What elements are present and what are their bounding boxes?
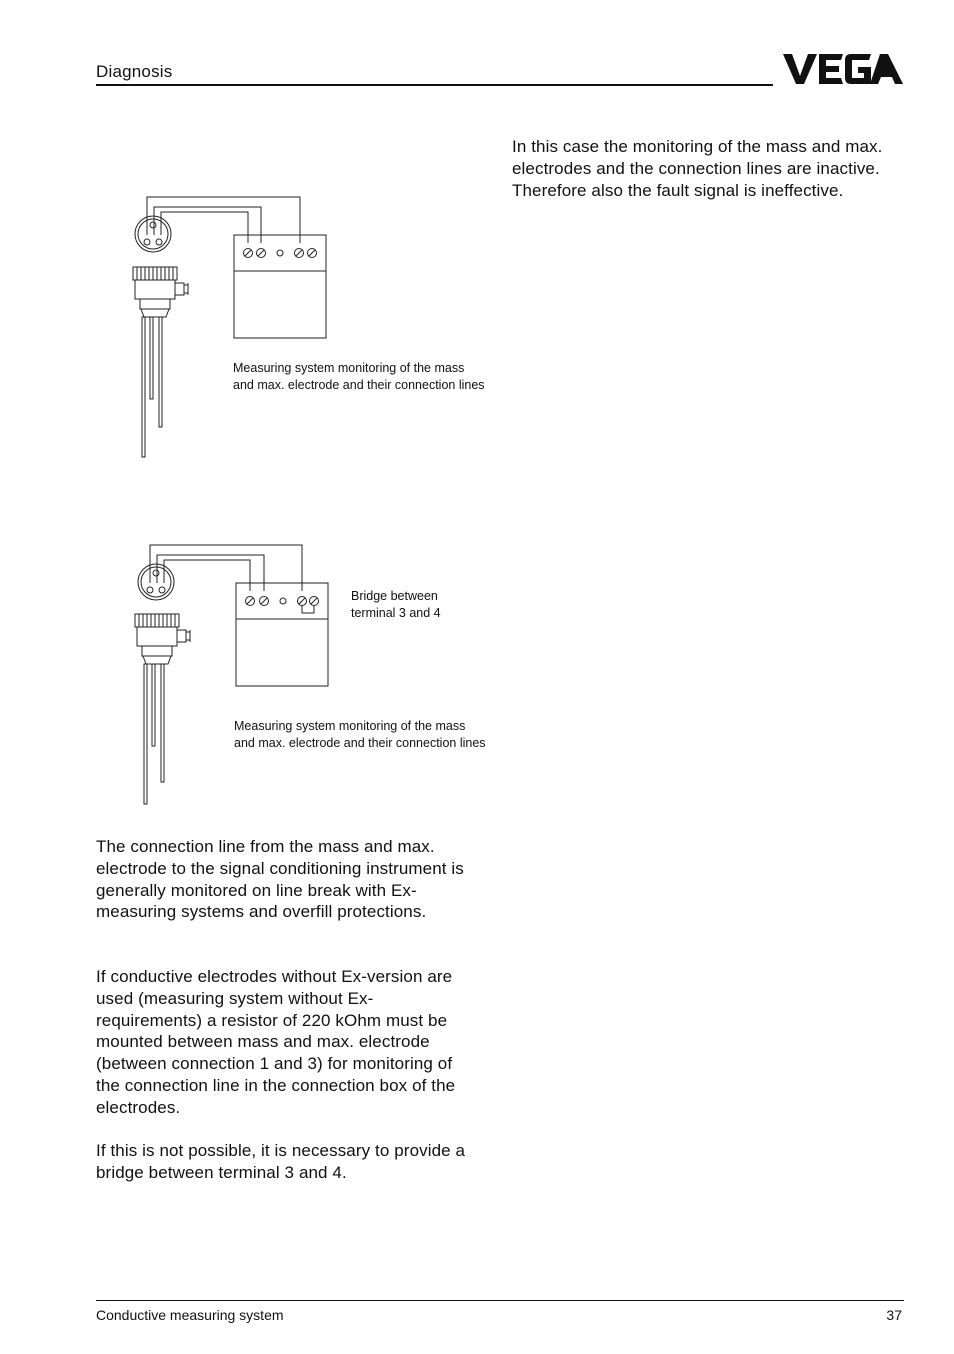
right-paragraph: In this case the monitoring of the mass and max. electrodes and the connection lines are inactive. Therefore also the fault signal is ineffective. xyxy=(512,137,883,200)
figure2-caption: Measuring system monitoring of the mass and max. electrode and their connection lines xyxy=(234,719,486,750)
footer-title: Conductive measuring system xyxy=(96,1307,284,1323)
footer-rule xyxy=(96,1300,904,1301)
main-paragraph-3: If this is not possible, it is necessary to provide a bridge between terminal 3 and 4. xyxy=(96,1141,466,1182)
figure1-caption: Measuring system monitoring of the mass and max. electrode and their connection lines xyxy=(233,361,485,392)
section-title: Diagnosis xyxy=(96,62,173,81)
wiring-diagram-2 xyxy=(128,543,338,813)
wiring-diagram-1 xyxy=(128,195,338,465)
header-rule xyxy=(96,84,773,86)
vega-logo xyxy=(783,52,903,86)
page-number: 37 xyxy=(886,1307,902,1323)
main-paragraph-2: If conductive electrodes without Ex-version are used (measuring system without Ex-requirements) a resistor of 220 kOhm must be mounted between mass and max. electrode (between connection 1 and 3) for monitoring of the connection line in the connection box of the electrodes. xyxy=(96,967,456,1117)
main-paragraph-1: The connection line from the mass and max. electrode to the signal conditioning instrument is generally monitored on line break with Ex-measuring systems and overfill protections. xyxy=(96,837,464,922)
bridge-label: Bridge between terminal 3 and 4 xyxy=(351,589,441,620)
